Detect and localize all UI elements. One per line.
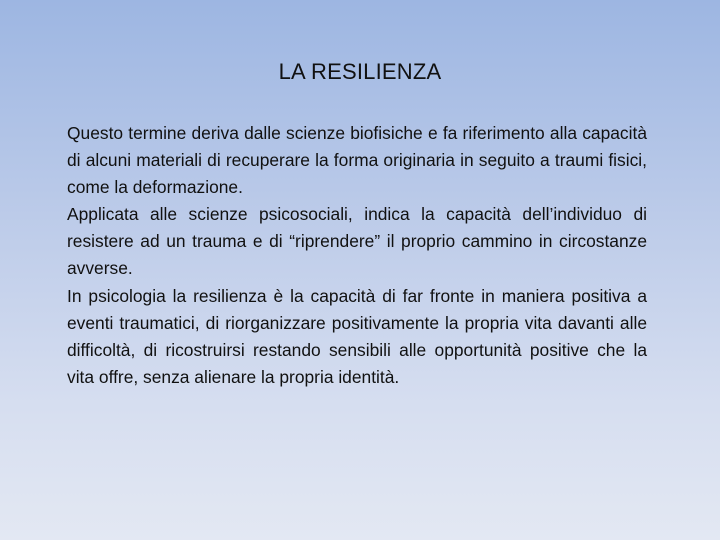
paragraph-psychology: In psicologia la resilienza è la capacità di far fronte in maniera positiva a eventi traumatici, di riorganizzare positivamente la propria vita davanti alle difficoltà, di ricostruirsi restando sensibili alle opportunità positive che la vita offre, senza alienare la propria identità. — [67, 285, 647, 387]
slide-title: LA RESILIENZA — [278, 59, 442, 84]
paragraph-psychosocial: Applicata alle scienze psicosociali, indica la capacità dell’individuo di resistere ad un trauma e di “riprendere” il proprio cammino in circostanze avverse. — [67, 204, 647, 279]
paragraph-origin: Questo termine deriva dalle scienze biofisiche e fa riferimento alla capacità di alcuni materiali di recuperare la forma originaria in seguito a traumi fisici, come la deformazione. — [67, 123, 647, 198]
slide-body — [67, 120, 647, 391]
